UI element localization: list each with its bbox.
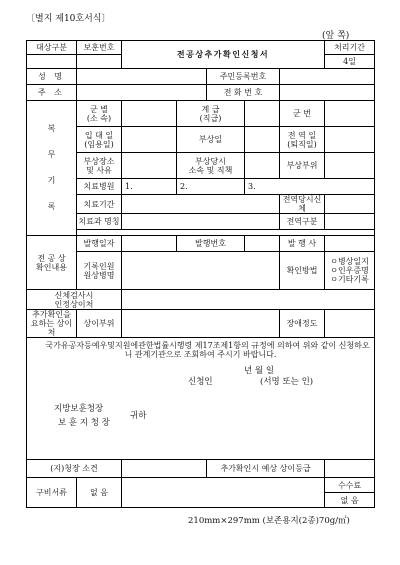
name-label: 성 명 bbox=[27, 69, 77, 85]
serial-number-label: 군 번 bbox=[280, 101, 325, 127]
branch-office-label: 보 훈 지 청 장 bbox=[58, 417, 110, 428]
addressee-label: 귀하 bbox=[130, 410, 147, 421]
processing-period-value: 4일 bbox=[325, 55, 375, 69]
service-record-section: 복 무 기 록 bbox=[27, 101, 77, 236]
issue-number-field[interactable] bbox=[245, 236, 280, 252]
rank-field[interactable] bbox=[245, 101, 280, 127]
discharge-date-label: 전 역 일 (퇴직일) bbox=[280, 127, 325, 153]
declaration-text: 국가유공자등예우및지원에관한법률시행령 제17조제1항의 규정에 의하여 위와 같이 신청하오니 관계기관으로 조회하여 주시기 바랍니다. bbox=[45, 340, 370, 359]
physical-exam-label: 신체검사시 인정상이처 bbox=[27, 290, 122, 310]
application-form bbox=[26, 40, 375, 508]
target-type-value[interactable] bbox=[27, 55, 77, 69]
director-opinion-label: (지)청장 소견 bbox=[27, 460, 122, 478]
discharge-date-field[interactable] bbox=[325, 127, 375, 153]
rank-label: 계 급 (직급) bbox=[177, 101, 245, 127]
paper-spec-footer: 210mm×297mm (보존용지(2종)70g/㎡) bbox=[188, 516, 350, 526]
treatment-dept-label: 치료과 명칭 bbox=[77, 214, 122, 230]
physical-exam-field[interactable] bbox=[122, 290, 375, 310]
treatment-period-field[interactable] bbox=[122, 195, 280, 214]
confirmation-section: 전 공 상 확인내용 bbox=[27, 236, 77, 290]
disability-level-field[interactable] bbox=[325, 310, 375, 338]
hospital-entry-2[interactable]: 2. bbox=[177, 179, 245, 195]
method-option-other[interactable]: ㅇ기타기록 bbox=[330, 275, 369, 284]
required-docs-blank bbox=[122, 478, 325, 508]
declaration-block bbox=[27, 338, 375, 460]
disability-level-label: 장애정도 bbox=[280, 310, 325, 338]
injury-location-label: 상이부위 bbox=[77, 310, 122, 338]
declaration-date[interactable]: 년 월 일 bbox=[244, 365, 275, 376]
required-docs-label: 구비서류 bbox=[27, 478, 77, 508]
requested-injury-label: 추가확인을 요하는 상이처 bbox=[27, 310, 77, 338]
injury-part-field[interactable] bbox=[325, 153, 375, 179]
expected-grade-field[interactable] bbox=[325, 460, 375, 478]
injury-location-field[interactable] bbox=[122, 310, 280, 338]
phone-field[interactable] bbox=[280, 85, 375, 101]
regional-office-label: 지방보훈청장 bbox=[54, 403, 104, 414]
signature-hint[interactable]: (서명 또는 인) bbox=[260, 376, 314, 387]
veterans-number-label: 보훈번호 bbox=[77, 41, 122, 55]
injury-part-label: 부상부위 bbox=[280, 153, 325, 179]
injury-duty-field[interactable] bbox=[245, 153, 280, 179]
discharge-type-field[interactable] bbox=[325, 214, 375, 230]
enlist-date-field[interactable] bbox=[122, 127, 177, 153]
issue-number-label: 발행번호 bbox=[177, 236, 245, 252]
issue-date-field[interactable] bbox=[122, 236, 177, 252]
confirm-method-label: 확인방법 bbox=[280, 252, 325, 290]
serial-number-field[interactable] bbox=[325, 101, 375, 127]
discharge-condition-field[interactable] bbox=[325, 195, 375, 214]
veterans-number-value[interactable] bbox=[77, 55, 122, 69]
branch-field[interactable] bbox=[122, 101, 177, 127]
form-number-label: 〔별지 제10호서식〕 bbox=[26, 14, 111, 24]
enlist-date-label: 입 대 일 (임용일) bbox=[77, 127, 122, 153]
confirm-method-options[interactable] bbox=[325, 252, 375, 290]
injury-place-label: 부상장소 및 사유 bbox=[77, 153, 122, 179]
applicant-signature-label: 신청인 bbox=[188, 376, 213, 387]
name-field[interactable] bbox=[77, 69, 207, 85]
branch-label: 군 별 (소 속) bbox=[77, 101, 122, 127]
rrn-label: 주민등록번호 bbox=[207, 69, 280, 85]
treatment-period-label: 치료기간 bbox=[77, 195, 122, 214]
discharge-type-label: 전역구분 bbox=[280, 214, 325, 230]
hospital-entry-1[interactable]: 1. bbox=[122, 179, 177, 195]
hospital-label: 치료병원 bbox=[77, 179, 122, 195]
injury-date-label: 부상일 bbox=[177, 127, 245, 153]
director-opinion-field[interactable] bbox=[122, 460, 207, 478]
injury-date-field[interactable] bbox=[245, 127, 280, 153]
discharge-condition-label: 전역당시신체 bbox=[280, 195, 325, 214]
page-title: 전공상추가확인신청서 bbox=[122, 41, 325, 69]
issuer-label: 발 행 사 bbox=[280, 236, 325, 252]
method-option-witness[interactable]: ㅇ인우증명 bbox=[330, 266, 369, 275]
processing-period-label: 처리기간 bbox=[325, 41, 375, 55]
fee-value: 없 음 bbox=[325, 493, 375, 508]
hospital-entry-3[interactable]: 3. bbox=[245, 179, 375, 195]
treatment-dept-field[interactable] bbox=[122, 214, 280, 230]
record-institution-field[interactable] bbox=[122, 252, 280, 290]
method-option-medical-record[interactable]: ㅇ병상일지 bbox=[330, 257, 369, 266]
target-type-label: 대상구분 bbox=[27, 41, 77, 55]
record-institution-label: 기록인원 원상병명 bbox=[77, 252, 122, 290]
issuer-field[interactable] bbox=[325, 236, 375, 252]
required-docs-value: 없 음 bbox=[77, 478, 122, 508]
address-label: 주 소 bbox=[27, 85, 77, 101]
phone-label: 전 화 번 호 bbox=[207, 85, 280, 101]
injury-place-field[interactable] bbox=[122, 153, 177, 179]
issue-date-label: 발행일자 bbox=[77, 236, 122, 252]
fee-label: 수수료 bbox=[325, 478, 375, 493]
address-field[interactable] bbox=[77, 85, 207, 101]
page-side-label: (앞 쪽) bbox=[322, 31, 350, 41]
expected-grade-label: 추가확인시 예상 상이등급 bbox=[207, 460, 325, 478]
injury-duty-label: 부상당시 소속 및 직책 bbox=[177, 153, 245, 179]
rrn-field[interactable] bbox=[280, 69, 375, 85]
